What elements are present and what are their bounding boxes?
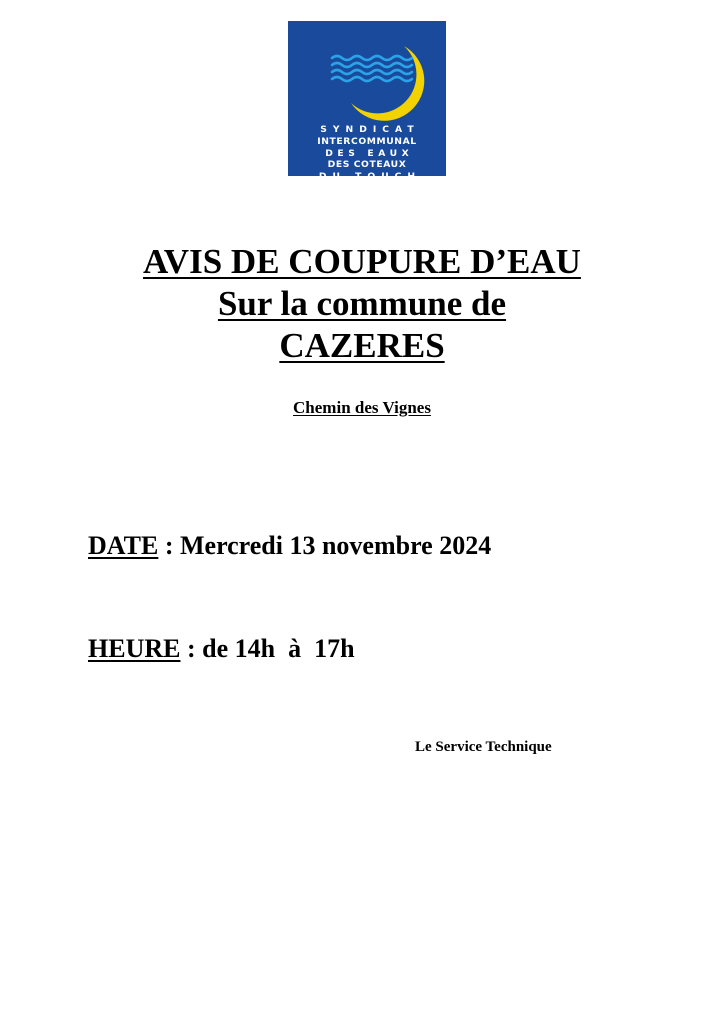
title-line-3: CAZERES <box>279 326 445 365</box>
title-line-2: Sur la commune de <box>217 284 507 323</box>
time-separator: : <box>180 634 203 663</box>
signature: Le Service Technique <box>415 739 552 755</box>
notice-title <box>0 241 724 367</box>
time-label: HEURE <box>88 634 181 663</box>
logo-line-des-coteaux: DES COTEAUX <box>327 159 407 171</box>
date-separator: : <box>158 531 180 560</box>
time-line <box>88 633 355 665</box>
logo-wordmark <box>288 124 446 183</box>
logo-line-syndicat: SYNDICAT <box>320 124 420 135</box>
logo-line-des-eaux: DES EAUX <box>325 147 414 159</box>
location-line <box>0 397 724 419</box>
title-line-1: AVIS DE COUPURE D’EAU <box>143 242 581 281</box>
date-line <box>88 530 491 562</box>
crescent-waves-icon <box>288 21 446 131</box>
logo-line-intercommunal: INTERCOMMUNAL <box>317 135 417 147</box>
date-label: DATE <box>88 531 159 560</box>
logo-line-du-touch: DU TOUCH <box>318 171 422 183</box>
time-value: de 14h à 17h <box>202 634 355 663</box>
location-text: Chemin des Vignes <box>293 398 431 417</box>
syndicat-logo <box>288 21 446 183</box>
date-value: Mercredi 13 novembre 2024 <box>179 531 492 560</box>
logo-waves <box>332 56 412 81</box>
